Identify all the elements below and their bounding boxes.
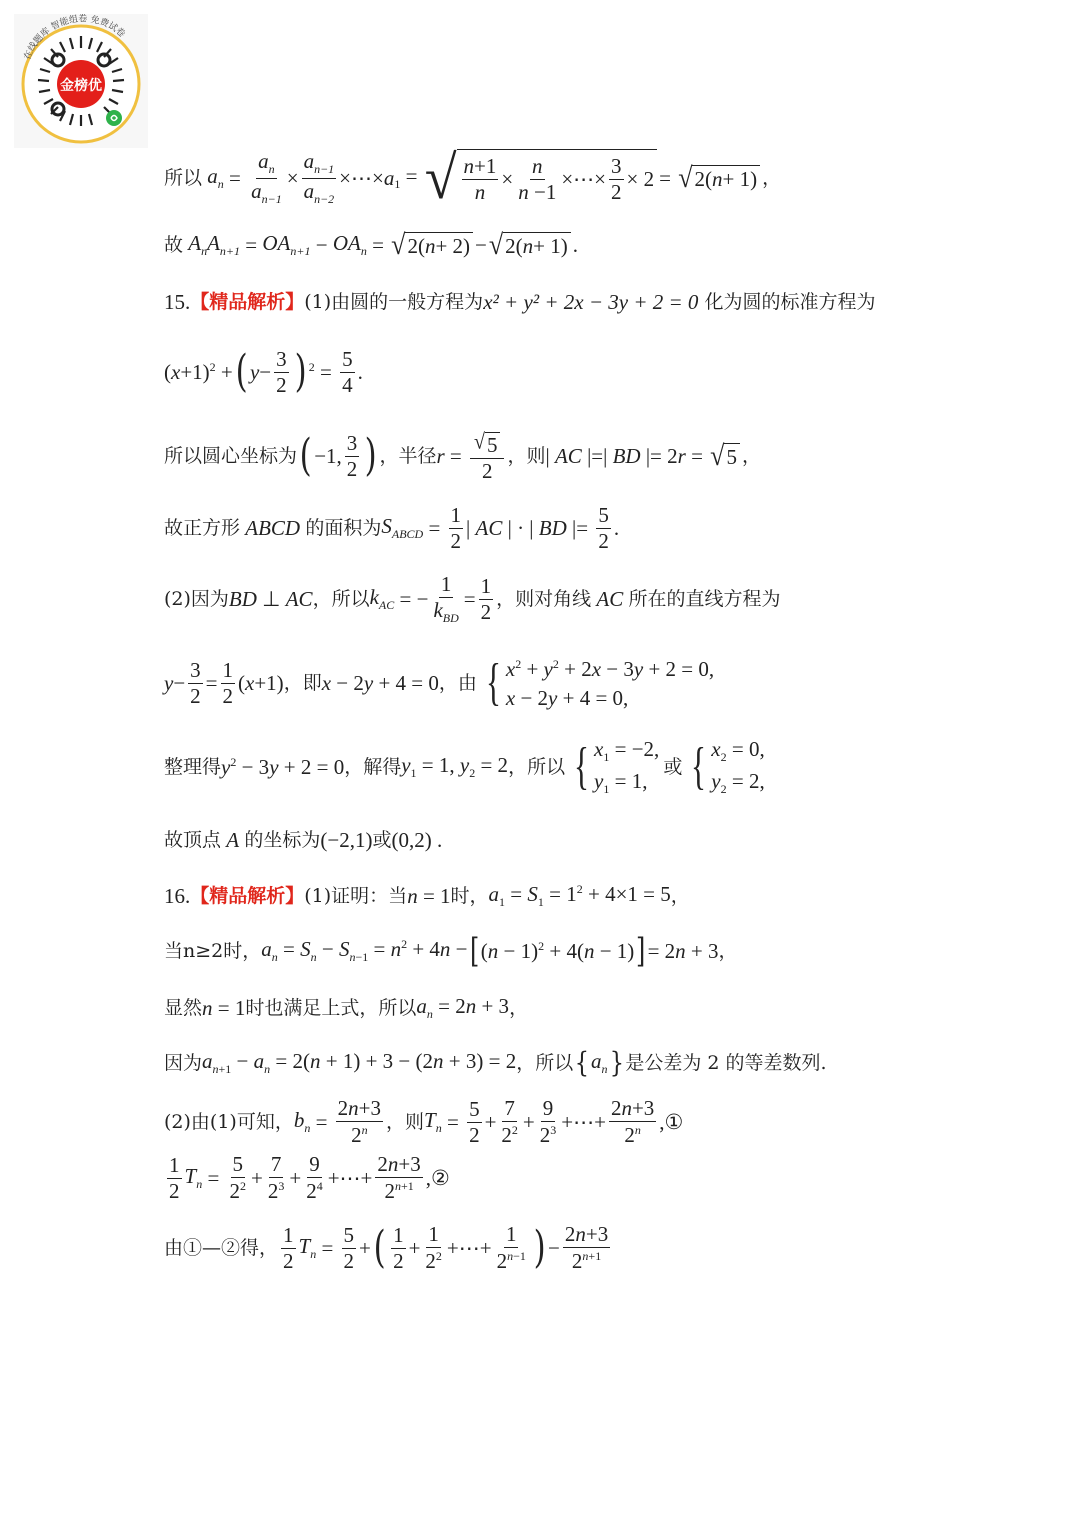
- text-suoyi-2: ，所以: [508, 755, 566, 778]
- line-half-tn: $\frac{1}{2}$ $T_n$ = $\frac{5}{2^2}$ + $\frac{7}{2^3}$ + $\frac{9}{2^4}$ +⋯+ $\frac{2n+3}{2^{n+1}}$ ,②: [169, 1152, 450, 1203]
- line-solve-y: 整理得 $y^2 - 3y + 2 = 0$ ，解得 $y_1 = 1$, $y_2 = 2$ ，所以 { $x_1 = -2$, $y_1 = 1$, 或 { $x_2 = 0$, $y_2 = 2$,: [164, 736, 765, 797]
- text-obviously: 显然: [164, 996, 203, 1019]
- line-arithmetic-seq: 因为 $a_{n+1} - a_n = 2(n + 1) + 3 - (2n + 3) = 2$ ，所以 { $a_n$ } 是公差为 2 的等差数列.: [164, 1046, 827, 1079]
- text-then: ，则: [386, 1110, 425, 1133]
- text-area: 的面积为: [305, 516, 382, 539]
- text-radius: ，半径: [379, 444, 437, 467]
- line-q16-intro: 16. 【精品解析】 (1)证明：当 n = 1 时， $a_1 = S_1 = 1^2 + 4\times 1 = 5$ ，: [164, 882, 690, 910]
- text-suoyi-3: ，所以: [516, 1051, 574, 1074]
- text-shi: 时，: [450, 884, 489, 907]
- text-diagonal: ，则对角线: [496, 587, 592, 610]
- text-vertex: 故顶点: [164, 828, 222, 851]
- text-square: 故正方形: [164, 516, 241, 539]
- line-standard-eq: $(x+1)^2$ + ( y − $\frac{3}{2}$ ) $^2$ = $\frac{5}{4}$ .: [164, 346, 363, 397]
- text-to-standard: 化为圆的标准方程为: [704, 290, 876, 313]
- text-simplify: 整理得: [164, 755, 222, 778]
- text-line-eq: 所在的直线方程为: [628, 587, 781, 610]
- line-anan1: 故 $A_nA_{n+1}$ = $OA_{n+1}$ − $OA_n$ = √ 2( n + 2) − √ 2( n + 1) .: [164, 228, 579, 261]
- line-vertex-a: 故顶点 A 的坐标为 (−2,1) 或 (0,2) .: [164, 827, 443, 852]
- text-proof: (1)证明：当: [304, 884, 408, 907]
- text-you: ，由: [438, 671, 477, 694]
- text-center-coords: 所以圆心坐标为: [164, 444, 298, 467]
- text-solve: ，解得: [344, 755, 402, 778]
- text-ji: ，即: [283, 671, 322, 694]
- circle-general-equation: x² + y² + 2x − 3y + 2 = 0: [483, 289, 699, 314]
- text-because: 因为: [164, 1051, 203, 1074]
- line-subtract: 由①—②得， $\frac{1}{2}$ $T_n$ = $\frac{5}{2}$ + ( $\frac{1}{2}$ + $\frac{1}{2^2}$ +⋯+ $\frac{1}{2^{n-1}}$ ) − $\frac{2n+3}{2^{n+1}}$: [164, 1222, 609, 1273]
- logo-arc-text: 在线题库 智能组卷 免费试卷: [22, 14, 127, 62]
- text-when-n-ge-2: 当n≥2时，: [164, 939, 262, 962]
- line-q15-intro: [164, 288, 875, 316]
- logo-brand-text: 金榜优: [60, 78, 102, 94]
- question-number-16: 16.: [164, 883, 191, 908]
- text-also-satisfies: 时也满足上式，所以: [245, 996, 417, 1019]
- text-coords: 的坐标为: [244, 828, 321, 851]
- line-ac-equation-system: y − $\frac{3}{2}$ = $\frac{1}{2}$ (x+1) ，即 x − 2y + 4 = 0 ，由 { $x^2 + y^2 + 2x - 3y + 2 = 0$, x − 2y + 4 = 0,: [164, 654, 715, 711]
- question-number-15: 15.: [164, 289, 191, 314]
- line-slope-ac: (2)因为 BD ⊥ AC ，所以 $k_{AC}$ = − $\frac{1}{k_{BD}}$ = $\frac{1}{2}$ ，则对角线 AC 所在的直线方程为: [164, 571, 781, 626]
- line-bn-tn: (2)由(1)可知， $b_n$ = $\frac{2n+3}{2^n}$ ，则 $T_n$ = $\frac{5}{2}$ + $\frac{7}{2^2}$ + $\frac{9}{2^3}$ +⋯+ $\frac{2n+3}{2^n}$ ,①: [164, 1096, 684, 1147]
- line-square-area: 故正方形 ABCD 的面积为 $S_{ABCD}$ = $\frac{1}{2}$ | AC | · | BD |= $\frac{5}{2}$ .: [164, 502, 620, 553]
- text-common-diff: 是公差为 2 的等差数列.: [625, 1051, 827, 1074]
- analysis-tag-16: 【精品解析】: [190, 884, 305, 907]
- text-from-1-minus-2: 由①—②得，: [164, 1236, 279, 1259]
- text-suoyi: 所以: [164, 166, 203, 189]
- text-gu: 故: [164, 233, 184, 256]
- analysis-tag-15: 【精品解析】: [190, 290, 305, 313]
- line-an-product: 所以 $a_n$ = $\frac{a_n}{a_{n-1}}$ × $\frac{a_{n-1}}{a_{n-2}}$ ×⋯× a $_1$ = √ $\frac{n+1}{n}$ × $\frac{n}{n -1}$ ×⋯× $\frac{3}{2}$ × 2 = √ 2( n + 1) ，: [164, 143, 782, 212]
- text-ze: ，则: [507, 444, 546, 467]
- line-center-radius: 所以圆心坐标为 ( −1, $\frac{3}{2}$ ) ，半径 r = √ 5 2 ，则 | AC |=| BD |= 2r = √ 5 ，: [164, 429, 761, 483]
- text-or-2: 或: [372, 828, 392, 851]
- text-from-1: (2)由(1)可知，: [164, 1110, 294, 1133]
- line-an-general: 当n≥2时， $a_n = S_n - S_{n-1} = n^2 + 4n$ − [ $(n - 1)^2 + 4(n - 1)$ ] = 2n + 3 ，: [164, 931, 738, 971]
- text-q15-general-eq: (1)由圆的一般方程为: [304, 290, 484, 313]
- text-so-slope: ，所以: [312, 587, 370, 610]
- text-because-perp: (2)因为: [164, 587, 229, 610]
- text-or: 或: [663, 755, 683, 778]
- line-n1-satisfies: 显然 n = 1 时也满足上式，所以 $a_n = 2n + 3$ ，: [164, 993, 529, 1022]
- jinbangyou-qr-logo[interactable]: [14, 14, 148, 148]
